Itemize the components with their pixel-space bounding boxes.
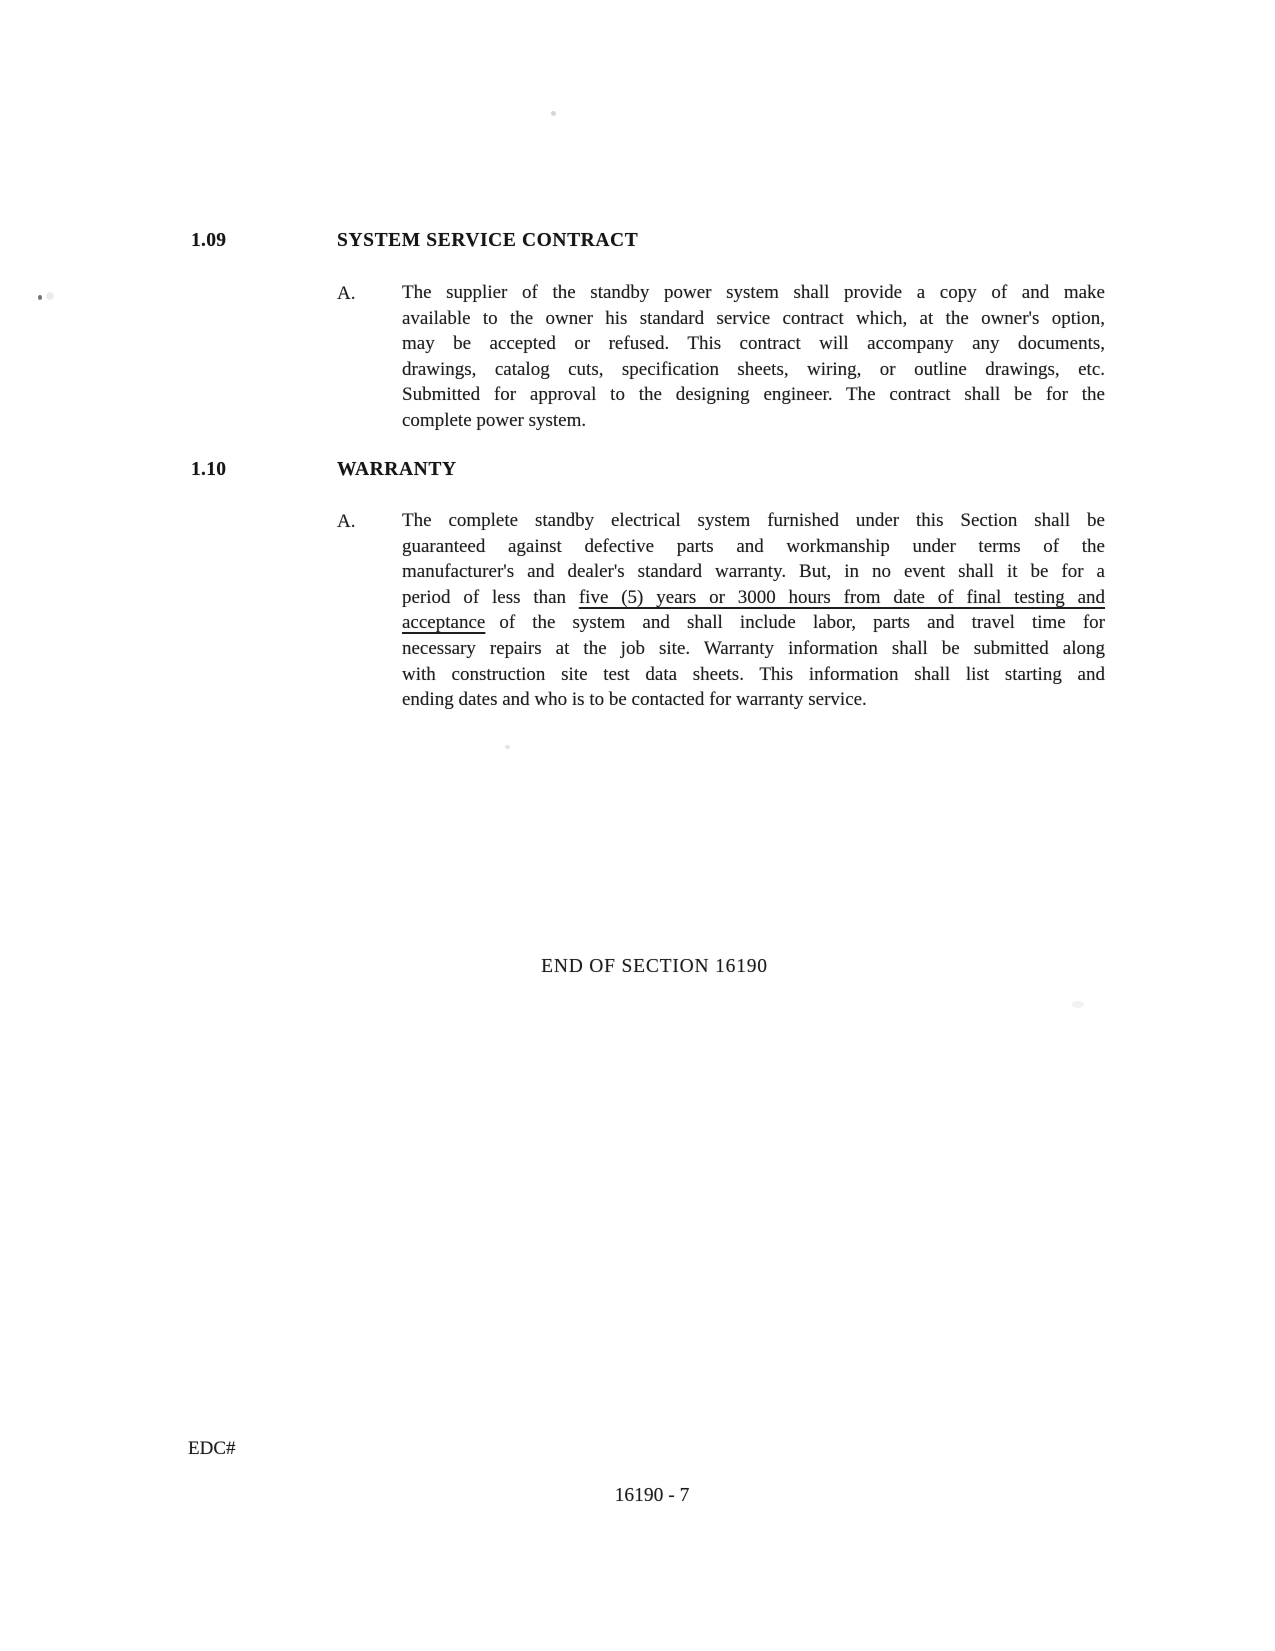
paragraph-text: period of less than: [402, 586, 579, 608]
scan-speck: [1072, 1001, 1084, 1008]
footer-edc-code: EDC#: [188, 1438, 236, 1459]
paragraph-text: of the system and shall include labor, parts and travel time for: [499, 612, 1105, 634]
item-label-a: A.: [337, 283, 356, 304]
paragraph-line: necessary repairs at the job site. Warranty information shall be submitted along: [402, 637, 1105, 659]
paragraph-line: may be accepted or refused. This contract will accompany any documents,: [402, 333, 1105, 355]
scan-speck: [46, 292, 54, 300]
paragraph-line: The complete standby electrical system furnished under this Section shall be: [402, 510, 1105, 531]
paragraph-1-09-a: [402, 280, 1105, 434]
paragraph-line: The supplier of the standby power system shall provide a copy of and make: [402, 282, 1105, 303]
underlined-text: five (5) years or 3000 hours from date of final testing and: [578, 586, 1106, 608]
paragraph-line: [402, 610, 1105, 636]
paragraph-line: ending dates and who is to be contacted for warranty service.: [402, 689, 867, 711]
section-number-1-09: 1.09: [191, 230, 227, 251]
scan-speck: [551, 111, 556, 116]
section-number-1-10: 1.10: [191, 459, 227, 480]
paragraph-line: drawings, catalog cuts, specification sheets, wiring, or outline drawings, etc.: [402, 358, 1105, 380]
footer-page-number: 16190 - 7: [614, 1485, 690, 1506]
paragraph-line: [402, 585, 1105, 611]
paragraph-line: Submitted for approval to the designing engineer. The contract shall be for the: [402, 384, 1105, 406]
paragraph-line: available to the owner his standard service contract which, at the owner's option,: [402, 307, 1105, 329]
section-title-system-service-contract: SYSTEM SERVICE CONTRACT: [337, 230, 639, 251]
scan-speck: [505, 745, 510, 749]
item-label-a: A.: [337, 511, 356, 532]
scan-speck: [38, 295, 42, 300]
end-of-section-note: END OF SECTION 16190: [541, 956, 768, 977]
paragraph-line: complete power system.: [402, 409, 587, 431]
section-title-warranty: WARRANTY: [337, 459, 457, 480]
paragraph-1-10-a: [402, 508, 1105, 713]
paragraph-line: guaranteed against defective parts and workmanship under terms of the: [402, 535, 1105, 557]
paragraph-line: with construction site test data sheets. This information shall list starting and: [402, 663, 1105, 685]
paragraph-line: manufacturer's and dealer's standard warranty. But, in no event shall it be for a: [402, 561, 1105, 583]
underlined-text: acceptance: [402, 612, 486, 634]
